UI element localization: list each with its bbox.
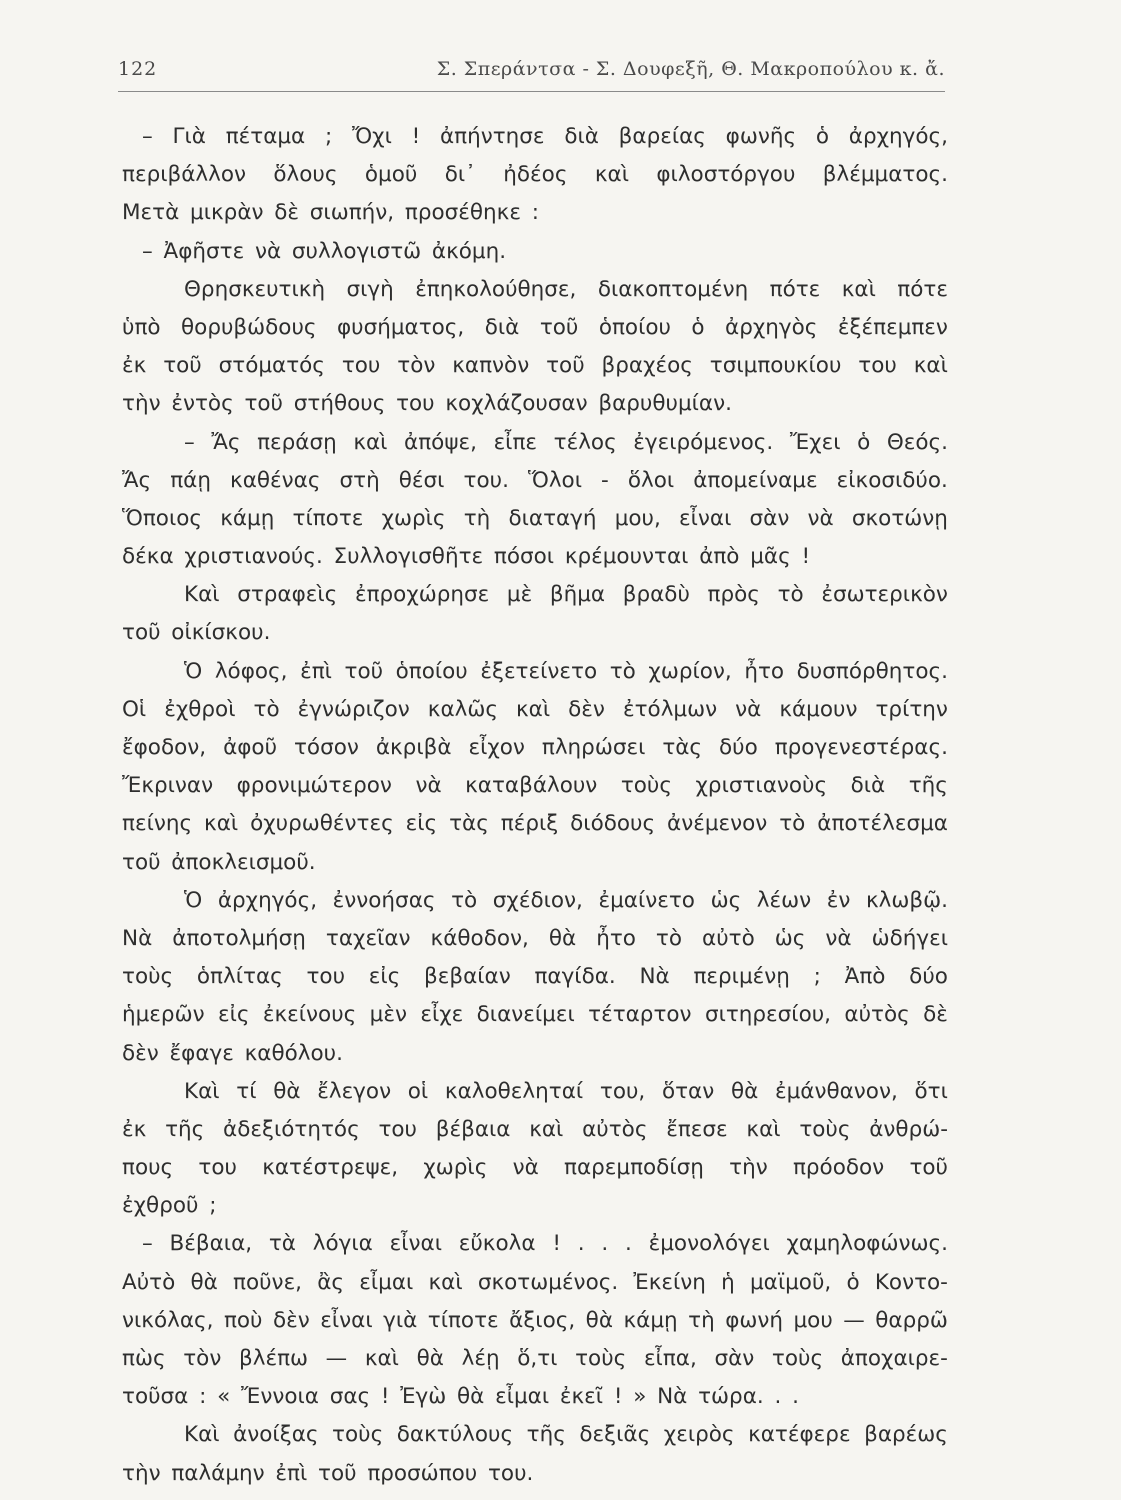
- text-line: τοὺς ὁπλίτας του εἰς βεβαίαν παγίδα. Νὰ περιμένῃ ; Ἀπὸ δύο: [122, 964, 948, 990]
- text-line: Ἄς πάῃ καθένας στὴ θέσι του. Ὅλοι - ὅλοι ἀπομείναμε εἰκοσιδύο.: [122, 467, 948, 493]
- text-line: Αὐτὸ θὰ ποῦνε, ἂς εἶμαι καὶ σκοτωμένος. Ἐκείνη ἡ μαϊμοῦ, ὁ Κοντο-: [122, 1269, 948, 1295]
- text-line: Ὁ λόφος, ἐπὶ τοῦ ὁποίου ἐξετείνετο τὸ χωρίον, ἦτο δυσπόρθητος.: [184, 658, 948, 684]
- text-line: ἐχθροῦ ;: [122, 1193, 217, 1219]
- running-head: [118, 58, 945, 88]
- text-line: περιβάλλον ὅλους ὁμοῦ δι᾽ ἠδέος καὶ φιλοστόργου βλέμματος.: [122, 162, 948, 188]
- text-line: τοῦ ἀποκλεισμοῦ.: [122, 849, 316, 875]
- text-line: Μετὰ μικρὰν δὲ σιωπήν, προσέθηκε :: [122, 200, 539, 226]
- text-line: τὴν παλάμην ἐπὶ τοῦ προσώπου του.: [122, 1460, 534, 1486]
- text-line: ἐκ τῆς ἀδεξιότητός του βέβαια καὶ αὐτὸς ἔπεσε καὶ τοὺς ἀνθρώ-: [122, 1116, 948, 1142]
- text-line: Καὶ τί θὰ ἔλεγον οἱ καλοθεληταί του, ὅταν θὰ ἐμάνθανον, ὅτι: [184, 1078, 948, 1104]
- text-line: ἡμερῶν εἰς ἐκείνους μὲν εἶχε διανείμει τέταρτον σιτηρεσίου, αὐτὸς δὲ: [122, 1002, 948, 1028]
- text-line: Καὶ στραφεὶς ἐπροχώρησε μὲ βῆμα βραδὺ πρὸς τὸ ἐσωτερικὸν: [184, 582, 948, 608]
- text-line: πείνης καὶ ὀχυρωθέντες εἰς τὰς πέριξ διόδους ἀνέμενον τὸ ἀποτέλεσμα: [122, 811, 948, 837]
- text-line: πὼς τὸν βλέπω — καὶ θὰ λέῃ ὅ,τι τοὺς εἶπα, σὰν τοὺς ἀποχαιρε-: [122, 1346, 948, 1371]
- page-number: 122: [118, 58, 158, 80]
- header-rule: [118, 91, 945, 92]
- text-line: Ὁ ἀρχηγός, ἐννοήσας τὸ σχέδιον, ἐμαίνετο ὡς λέων ἐν κλωβῷ.: [184, 887, 948, 913]
- text-line: Ὅποιος κάμῃ τίποτε χωρὶς τὴ διαταγή μου, εἶναι σὰν νὰ σκοτώνῃ: [122, 505, 948, 531]
- text-line: ὑπὸ θορυβώδους φυσήματος, διὰ τοῦ ὁποίου ὁ ἀρχηγὸς ἐξέπεμπεν: [122, 314, 948, 340]
- text-line: νικόλας, ποὺ δὲν εἶναι γιὰ τίποτε ἄξιος, θὰ κάμῃ τὴ φωνή μου — θαρρῶ: [122, 1307, 948, 1333]
- text-line: τοῦ οἰκίσκου.: [122, 620, 271, 646]
- text-line: – Βέβαια, τὰ λόγια εἶναι εὔκολα ! . . . ἐμονολόγει χαμηλοφώνως.: [142, 1231, 948, 1257]
- text-line: – Ἀφῆστε νὰ συλλογιστῶ ἀκόμη.: [142, 238, 507, 264]
- text-line: – Γιὰ πέταμα ; Ὄχι ! ἀπήντησε διὰ βαρείας φωνῆς ὁ ἀρχηγός,: [142, 124, 948, 149]
- text-line: – Ἄς περάσῃ καὶ ἀπόψε, εἶπε τέλος ἐγειρόμενος. Ἔχει ὁ Θεός.: [184, 429, 948, 455]
- text-line: Οἱ ἐχθροὶ τὸ ἐγνώριζον καλῶς καὶ δὲν ἐτόλμων νὰ κάμουν τρίτην: [122, 696, 948, 722]
- text-line: ἐκ τοῦ στόματός του τὸν καπνὸν τοῦ βραχέος τσιμπουκίου του καὶ: [122, 353, 948, 379]
- text-line: τοῦσα : « Ἔννοια σας ! Ἐγὼ θὰ εἶμαι ἐκεῖ ! » Νὰ τώρα. . .: [122, 1384, 799, 1410]
- text-line: πους του κατέστρεψε, χωρὶς νὰ παρεμποδίσῃ τὴν πρόοδον τοῦ: [122, 1155, 948, 1181]
- text-line: Θρησκευτικὴ σιγὴ ἐπηκολούθησε, διακοπτομένη πότε καὶ πότε: [184, 276, 948, 302]
- running-head-authors: Σ. Σπεράντσα - Σ. Δουφεξῆ, Θ. Μακροπούλου κ. ἄ.: [436, 58, 945, 80]
- text-line: δὲν ἔφαγε καθόλου.: [122, 1040, 343, 1066]
- text-line: τὴν ἐντὸς τοῦ στήθους του κοχλάζουσαν βαρυθυμίαν.: [122, 391, 732, 417]
- text-line: Νὰ ἀποτολμήσῃ ταχεῖαν κάθοδον, θὰ ἦτο τὸ αὐτὸ ὡς νὰ ὡδήγει: [122, 925, 948, 951]
- text-line: Ἔκριναν φρονιμώτερον νὰ καταβάλουν τοὺς χριστιανοὺς διὰ τῆς: [122, 773, 948, 799]
- text-line: δέκα χριστιανούς. Συλλογισθῆτε πόσοι κρέμουνται ἀπὸ μᾶς !: [122, 544, 811, 570]
- text-line: Καὶ ἀνοίξας τοὺς δακτύλους τῆς δεξιᾶς χειρὸς κατέφερε βαρέως: [184, 1422, 948, 1448]
- text-line: ἔφοδον, ἀφοῦ τόσον ἀκριβὰ εἶχον πληρώσει τὰς δύο προγενεστέρας.: [122, 735, 948, 760]
- body-text: [122, 118, 948, 1493]
